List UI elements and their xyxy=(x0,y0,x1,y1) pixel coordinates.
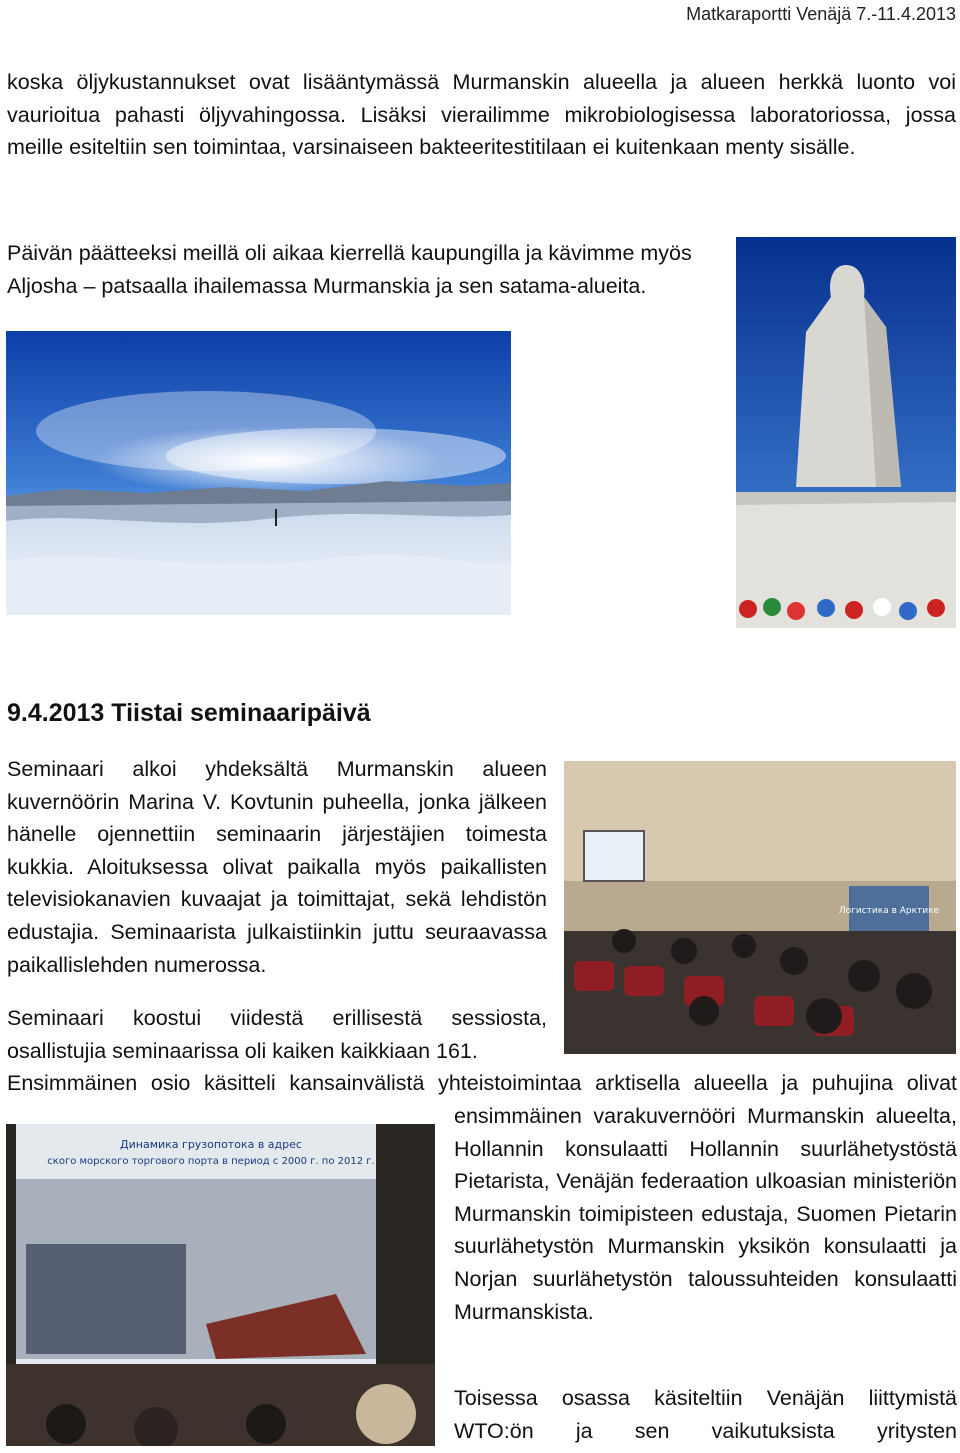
section-heading-seminar-day: 9.4.2013 Tiistai seminaaripäivä xyxy=(7,699,371,727)
photo-murmansk-landscape xyxy=(6,331,511,615)
paragraph-first-session-line: Ensimmäinen osio käsitteli kansainvälistä yhteistoimintaa arktisella alueella ja puhujina olivat xyxy=(7,1071,957,1095)
paragraph-aljosha-line1: Päivän päätteeksi meillä oli aikaa kierrellä kaupungilla ja kävimme myös xyxy=(7,241,692,265)
paragraph-wto-session: Toisessa osassa käsiteltiin Venäjän liittymistä WTO:ön ja sen vaikutuksista yritysten xyxy=(454,1386,957,1443)
paragraph-oil-lab: koska öljykustannukset ovat lisääntymässä Murmanskin alueella ja alueen herkkä luonto voi vaurioitua pahasti öljyvahingossa. Lisäksi vierailimme mikrobiologisessa laboratoriossa, jossa meille esiteltiin sen toimintaa, varsinaiseen bakteeritestitilaan ei kuitenkaan menty sisälle. xyxy=(7,70,956,160)
paragraph-seminar-opening: Seminaari alkoi yhdeksältä Murmanskin alueen kuvernöörin Marina V. Kovtunin puheella, jonka jälkeen hänelle ojennettiin seminaarin järjestäjien toimesta kukkia. Aloituksessa olivat paikalla myös paikallisten televisiokanavien kuvaajat ja toimittajat, sekä lehdistön edustajia. Seminaarista julkaistiinkin juttu seuraavassa paikallislehden numerossa. xyxy=(7,757,547,977)
paragraph-first-session-speakers: ensimmäinen varakuvernööri Murmanskin alueelta, Hollannin konsulaatti Hollannin suurlähetystöstä Pietarista, Venäjän federaation ulkoasian ministeriön Murmanskin toimipisteen edustaja, Suomen Pietarin suurlähetystön Murmanskin yksikön konsulaatti ja Norjan suurlähetystön taloussuhteiden konsulaatti Murmanskista. xyxy=(454,1104,957,1324)
paragraph-seminar-sessions: Seminaari koostui viidestä erillisestä sessiosta, osallistujia seminaarissa oli kaiken kaikkiaan 161. xyxy=(7,1006,547,1063)
slide-title-line2: ского морского торгового порта в период с 2000 г. по 2012 г. xyxy=(47,1156,375,1167)
photo-aljosha-statue xyxy=(736,237,956,628)
photo-seminar-slide xyxy=(6,1124,435,1446)
paragraph-aljosha-line2: Aljosha – patsaalla ihailemassa Murmanskia ja sen satama-alueita. xyxy=(7,274,647,298)
photo-seminar-audience xyxy=(564,761,956,1054)
page-header-title: Matkaraportti Venäjä 7.-11.4.2013 xyxy=(686,4,956,24)
slide-title-line1: Динамика грузопотока в адрес xyxy=(120,1138,302,1151)
banner-text: Логистика в Арктике xyxy=(838,906,940,916)
